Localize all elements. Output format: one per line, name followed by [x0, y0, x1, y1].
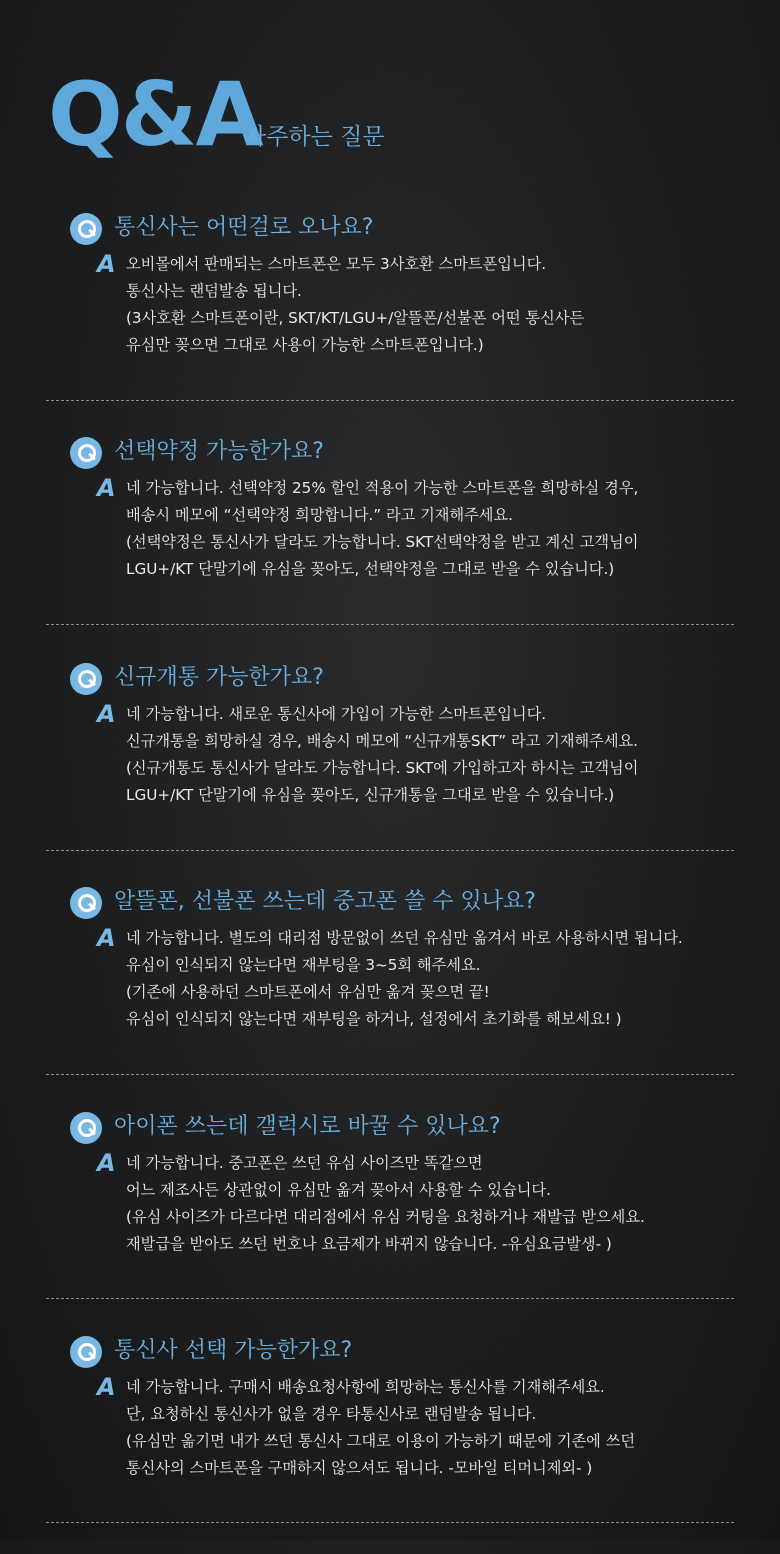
answer-line: 통신사는 랜덤발송 됩니다. [126, 282, 302, 300]
answer-line: 오비몰에서 판매되는 스마트폰은 모두 3사호환 스마트폰입니다. [126, 255, 547, 273]
answer-icon: A [97, 474, 116, 502]
answer-line: LGU+/KT 단말기에 유심을 꽂아도, 선택약정을 그대로 받을 수 있습니다.) [126, 560, 615, 578]
answer-icon: A [97, 1149, 116, 1177]
faq-item [0, 1334, 780, 1554]
qa-logo: Q&A [48, 63, 262, 166]
answer-line: LGU+/KT 단말기에 유심을 꽂아도, 신규개통을 그대로 받을 수 있습니다.) [126, 786, 615, 804]
answer [126, 1150, 746, 1258]
question-text: 통신사 선택 가능한가요? [114, 1338, 353, 1363]
answer-line: 네 가능합니다. 구매시 배송요청사항에 희망하는 통신사를 기재해주세요. [126, 1378, 605, 1396]
divider [46, 400, 734, 401]
answer [126, 251, 746, 359]
faq-item [0, 211, 780, 431]
answer-line: (3사호환 스마트폰이란, SKT/KT/LGU+/알뜰폰/선불폰 어떤 통신사든 [126, 309, 585, 327]
faq-item [0, 885, 780, 1105]
divider [46, 624, 734, 625]
question-text: 선택약정 가능한가요? [114, 439, 324, 464]
answer [126, 1374, 746, 1482]
page-subtitle: 자주하는 질문 [244, 124, 385, 150]
divider [46, 1298, 734, 1299]
answer-line: 어느 제조사든 상관없이 유심만 옮겨 꽂아서 사용할 수 있습니다. [126, 1181, 551, 1199]
answer-line: 단, 요청하신 통신사가 없을 경우 타통신사로 랜덤발송 됩니다. [126, 1405, 537, 1423]
question-icon [70, 213, 102, 245]
faq-item [0, 1110, 780, 1330]
answer-line: (신규개통도 통신사가 달라도 가능합니다. SKT에 가입하고자 하시는 고객님이 [126, 759, 639, 777]
answer-line: 네 가능합니다. 별도의 대리점 방문없이 쓰던 유심만 옮겨서 바로 사용하시면 됩니다. [126, 929, 683, 947]
answer [126, 475, 746, 583]
answer-icon: A [97, 250, 116, 278]
answer [126, 701, 746, 809]
divider [46, 1074, 734, 1075]
answer-line: 재발급을 받아도 쓰던 번호나 요금제가 바뀌지 않습니다. -유심요금발생- ) [126, 1235, 612, 1253]
answer-line: 유심이 인식되지 않는다면 재부팅을 하거나, 설정에서 초기화를 해보세요! ) [126, 1010, 622, 1028]
answer-icon: A [97, 700, 116, 728]
question-icon [70, 663, 102, 695]
question-icon [70, 437, 102, 469]
question-icon [70, 887, 102, 919]
answer-line: 네 가능합니다. 중고폰은 쓰던 유심 사이즈만 똑같으면 [126, 1154, 483, 1172]
faq-item [0, 435, 780, 655]
answer-line: 유심만 꽂으면 그대로 사용이 가능한 스마트폰입니다.) [126, 336, 484, 354]
answer-line: (유심 사이즈가 다르다면 대리점에서 유심 커팅을 요청하거나 재발급 받으세요. [126, 1208, 645, 1226]
answer-line: 배송시 메모에 “선택약정 희망합니다.” 라고 기재해주세요. [126, 506, 513, 524]
faq-item [0, 661, 780, 881]
answer-line: 신규개통을 희망하실 경우, 배송시 메모에 “신규개통SKT” 라고 기재해주세요. [126, 732, 639, 750]
divider [46, 1522, 734, 1523]
question-icon [70, 1112, 102, 1144]
divider [46, 850, 734, 851]
question-text: 통신사는 어떤걸로 오나요? [114, 215, 374, 240]
answer-line: (유심만 옮기면 내가 쓰던 통신사 그대로 이용이 가능하기 때문에 기존에 쓰던 [126, 1432, 636, 1450]
answer-icon: A [97, 924, 116, 952]
answer-line: 네 가능합니다. 새로운 통신사에 가입이 가능한 스마트폰입니다. [126, 705, 547, 723]
answer-line: 통신사의 스마트폰을 구매하지 않으셔도 됩니다. -모바일 티머니제외- ) [126, 1459, 593, 1477]
answer [126, 925, 746, 1033]
answer-line: 유심이 인식되지 않는다면 재부팅을 3~5회 해주세요. [126, 956, 481, 974]
question-text: 알뜰폰, 선불폰 쓰는데 중고폰 쓸 수 있나요? [114, 889, 536, 914]
answer-line: 네 가능합니다. 선택약정 25% 할인 적용이 가능한 스마트폰을 희망하실 경우, [126, 479, 639, 497]
answer-line: (선택약정은 통신사가 달라도 가능합니다. SKT선택약정을 받고 계신 고객님이 [126, 533, 639, 551]
answer-icon: A [97, 1373, 116, 1401]
question-text: 아이폰 쓰는데 갤럭시로 바꿀 수 있나요? [114, 1114, 501, 1139]
answer-line: (기존에 사용하던 스마트폰에서 유심만 옮겨 꽂으면 끝! [126, 983, 490, 1001]
question-icon [70, 1336, 102, 1368]
question-text: 신규개통 가능한가요? [114, 665, 324, 690]
